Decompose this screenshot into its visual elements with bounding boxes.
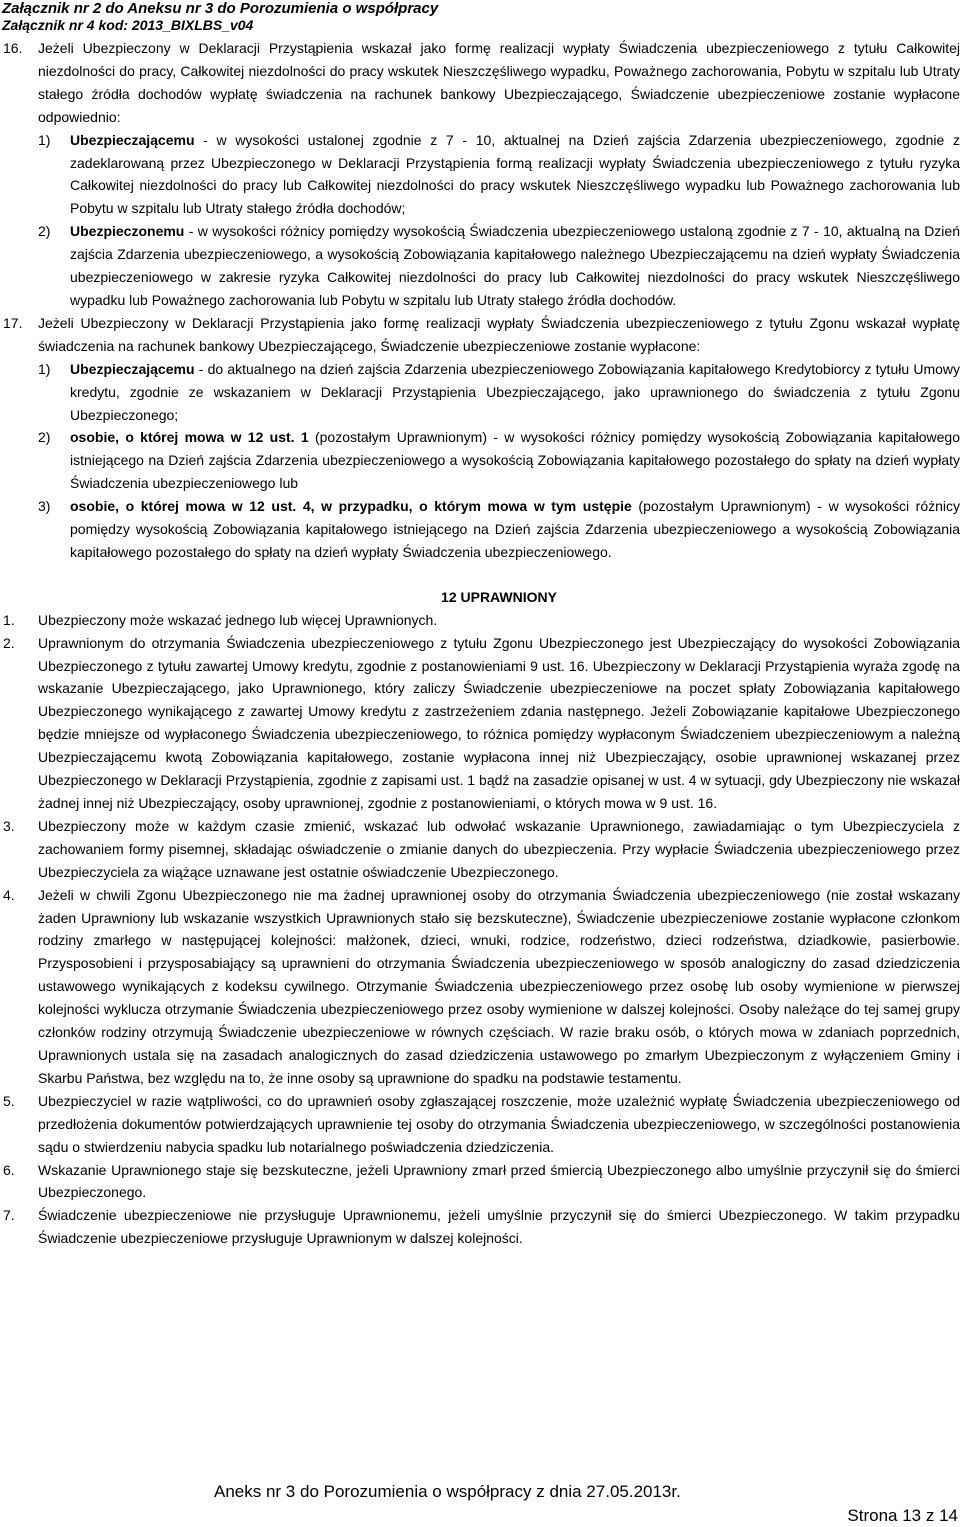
section-item-text: Uprawnionym do otrzymania Świadczenia ubezpieczeniowego z tytułu Zgonu Ubezpieczonego jest Ubezpieczający do wysokości Zobowiązania Ubezpieczonego z tytułu zawartej Umowy kredytu, zgodnie z postanowieniami 9 ust. 16. Ubezpieczony w Deklaracji Przystąpienia wyraża zgodę na wskazanie Ubezpieczającego, jako Uprawnionego, który zaliczy Świadczenie ubezpieczeniowe na poczet spłaty Zobowiązania kapitałowego Ubezpieczonego wynikającego z zawartej Umowy kredytu z zastrzeżeniem zdania następnego. Jeżeli Zobowiązanie kapitałowe Ubezpieczonego będzie mniejsze od wypłaconego Świadczenia ubezpieczeniowego, to różnica pomiędzy wypłaconym Świadczeniem ubezpieczeniowym a należną Ubezpieczającemu kwotą Zobowiązania kapitałowego, zostanie wypłacona innej niż Ubezpieczający, osobie uprawnionej wskazanej przez Ubezpieczonego w Deklaracji Przystąpienia, zgodnie z zapisami ust. 1 bądź na zasadzie opisanej w ust. 4 w sytuacji, gdy Ubezpieczony nie wskazał żadnej innej niż Ubezpieczający, osoby uprawnionej, zgodnie z postanowieniami, o których mowa w 9 ust. 16. <box>38 634 960 811</box>
paragraph-text: Jeżeli Ubezpieczony w Deklaracji Przystąpienia jako formę realizacji wypłaty Świadczenia ubezpieczeniowego z tytułu Zgonu wskazał wypłatę świadczenia na rachunek bankowy Ubezpieczającego, Świadczenie ubezpieczeniowe zostanie wypłacone: <box>38 314 960 354</box>
list-item-bold: osobie, o której mowa w 12 ust. 4, w przypadku, o którym mowa w tym ustępie <box>70 498 632 515</box>
list-item-number: 2) <box>38 223 51 240</box>
section-item-number: 5. <box>3 1092 15 1109</box>
section-item <box>0 609 960 632</box>
section-item-text: Ubezpieczony może w każdym czasie zmienić, wskazać lub odwołać wskazanie Uprawnionego, zawiadamiając o tym Ubezpieczyciela z zachowaniem formy pisemnej, składając oświadczenie o zmianie danych do ubezpieczenia. Przy wypłacie Świadczenia ubezpieczeniowego przez Ubezpieczyciela za wiążące uznawane jest ostatnie oświadczenie Ubezpieczonego. <box>38 817 960 880</box>
list-item-number: 1) <box>38 360 51 377</box>
section-item-text: Jeżeli w chwili Zgonu Ubezpieczonego nie ma żadnej uprawnionej osoby do otrzymania Świadczenia ubezpieczeniowego (nie został wskazany żaden Uprawniony lub wskazanie wszystkich Uprawnionych stało się bezskuteczne), Świadczenie ubezpieczeniowe zostanie wypłacone członkom rodziny zmarłego w następującej kolejności: małżonek, dzieci, wnuki, rodzice, rodzeństwo, dzieci rodzeństwa, dziadkowie, pasierbowie. Przysposobieni i przysposabiający są uprawnieni do otrzymania Świadczenia ubezpieczeniowego w sposób analogiczny do zasad dziedziczenia ustawowego wynikających z kodeksu cywilnego. Otrzymanie Świadczenia ubezpieczeniowego przez osobę lub osoby wymienione w pierwszej kolejności wyklucza otrzymanie Świadczenia ubezpieczeniowego przez osoby wymienione w dalszej kolejności. Osoby należące do tej samej grupy członków rodziny otrzymują Świadczenie ubezpieczeniowe w równych częściach. W razie braku osób, o których mowa w zdaniach poprzednich, Uprawnionych ustala się na zasadach analogicznych do zasad dziedziczenia ustawowego po zmarłym Ubezpieczonym z wyłączeniem Gminy i Skarbu Państwa, bez względu na to, że inne osoby są uprawnione do spadku na podstawie testamentu. <box>38 886 960 1086</box>
section-item-number: 6. <box>3 1161 15 1178</box>
list-item <box>0 358 960 427</box>
document-body <box>0 37 960 1250</box>
section-item <box>0 632 960 815</box>
section-item-text: Ubezpieczyciel w razie wątpliwości, co do uprawnień osoby zgłaszającej roszczenie, może uzależnić wypłatę Świadczenia ubezpieczeniowego od przedłożenia dokumentów potwierdzających uprawnienie tej osoby do otrzymania Świadczenia ubezpieczeniowego, w szczególności postanowienia sądu o stwierdzeniu nabycia spadku lub notarialnego poświadczenia dziedziczenia. <box>38 1092 960 1155</box>
list-item <box>0 426 960 495</box>
section-item <box>0 1090 960 1159</box>
section-item-number: 2. <box>3 634 15 651</box>
page-number: Strona 13 z 14 <box>847 1506 958 1525</box>
footer-annex: Aneks nr 3 do Porozumienia o współpracy z dnia 27.05.2013r. <box>214 1482 681 1501</box>
section-item <box>0 1159 960 1205</box>
section-item-number: 4. <box>3 886 15 903</box>
section-item-text: Świadczenie ubezpieczeniowe nie przysługuje Uprawnionemu, jeżeli umyślnie przyczynił się do śmierci Ubezpieczonego. W takim przypadku Świadczenie ubezpieczeniowe przysługuje Uprawnionym w dalszej kolejności. <box>38 1207 960 1247</box>
paragraph-number: 17. <box>3 314 23 331</box>
paragraph-number: 16. <box>3 40 23 56</box>
list-item-number: 3) <box>38 498 51 515</box>
paragraph-16 <box>0 37 960 129</box>
list-item-number: 2) <box>38 429 51 446</box>
section-item <box>0 884 960 1090</box>
list-item-bold: Ubezpieczającemu <box>70 360 195 377</box>
section-item-text: Wskazanie Uprawnionego staje się bezskuteczne, jeżeli Uprawniony zmarł przed śmiercią Ubezpieczonego albo umyślnie przyczynił się do śmierci Ubezpieczonego. <box>38 1161 960 1201</box>
header-annex-line: Załącznik nr 2 do Aneksu nr 3 do Porozumienia o współpracy <box>2 0 439 17</box>
list-item-text: (pozostałym Uprawnionym) - w wysokości różnicy pomiędzy wysokością Zobowiązania kapitałowego istniejącego na Dzień zajścia Zdarzenia ubezpieczeniowego a wysokością Zobowiązania kapitałowego pozostałego do spłaty na dzień wypłaty Świadczenia ubezpieczeniowego. <box>70 498 960 560</box>
list-item-bold: osobie, o której mowa w 12 ust. 1 <box>70 429 309 446</box>
paragraph-text: Jeżeli Ubezpieczony w Deklaracji Przystąpienia wskazał jako formę realizacji wypłaty Świadczenia ubezpieczeniowego z tytułu Całkowitej niezdolności do pracy, Całkowitej niezdolności do pracy wskutek Nieszczęśliwego wypadku, Poważnego zachorowania, Pobytu w szpitalu lub Utraty stałego źródła dochodów wypłatę świadczenia na rachunek bankowy Ubezpieczającego, Świadczenie ubezpieczeniowe zostanie wypłacone odpowiednio: <box>38 40 960 125</box>
section-item-number: 1. <box>3 611 15 628</box>
list-item <box>0 129 960 221</box>
section-item <box>0 815 960 884</box>
section-item-number: 7. <box>3 1207 15 1224</box>
list-item-text: - do aktualnego na dzień zajścia Zdarzenia ubezpieczeniowego Zobowiązania kapitałowego Kredytobiorcy z tytułu Umowy kredytu, zgodnie ze wskazaniem w Deklaracji Przystąpienia Ubezpieczającego, jako uprawnionego do świadczenia z tytułu Zgonu Ubezpieczonego; <box>70 360 960 423</box>
list-item <box>0 220 960 312</box>
header-code-line: Załącznik nr 4 kod: 2013_BIXLBS_v04 <box>2 17 254 33</box>
list-item-number: 1) <box>38 131 51 148</box>
list-item <box>0 495 960 564</box>
section-item <box>0 1204 960 1250</box>
section-item-text: Ubezpieczony może wskazać jednego lub więcej Uprawnionych. <box>38 611 438 628</box>
section-item-number: 3. <box>3 817 15 834</box>
list-item-text: (pozostałym Uprawnionym) - w wysokości różnicy pomiędzy wysokością Zobowiązania kapitałowego istniejącego na Dzień zajścia Zdarzenia ubezpieczeniowego a wysokością Zobowiązania kapitałowego pozostałego do spłaty na dzień wypłaty Świadczenia ubezpieczeniowego lub <box>70 429 960 492</box>
section-title: 12 UPRAWNIONY <box>441 588 557 605</box>
list-item-text: - w wysokości ustalonej zgodnie z 7 - 10, aktualnej na Dzień zajścia Zdarzenia ubezpieczeniowego, zgodnie z zadeklarowaną przez Ubezpieczonego w Deklaracji Przystąpienia formą realizacji wypłaty Świadczenia ubezpieczeniowego z tytułu ryzyka Całkowitej niezdolności do pracy lub Całkowitej niezdolności do pracy wskutek Nieszczęśliwego wypadku lub Poważnego zachorowania lub Pobytu w szpitalu lub Utraty stałego źródła dochodów; <box>70 131 960 217</box>
list-item-text: - w wysokości różnicy pomiędzy wysokością Świadczenia ubezpieczeniowego ustaloną zgodnie z 7 - 10, aktualną na Dzień zajścia Zdarzenia ubezpieczeniowego, a wysokością Zobowiązania kapitałowego należnego Ubezpieczającemu na dzień wypłaty Świadczenia ubezpieczeniowego w zakresie ryzyka Całkowitej niezdolności do pracy lub Całkowitej niezdolności do pracy wskutek Nieszczęśliwego wypadku lub Poważnego zachorowania lub Pobytu w szpitalu lub Utraty stałego źródła dochodów. <box>70 223 960 308</box>
list-item-bold: Ubezpieczającemu <box>70 131 195 148</box>
paragraph-17 <box>0 312 960 358</box>
list-item-bold: Ubezpieczonemu <box>70 223 185 240</box>
